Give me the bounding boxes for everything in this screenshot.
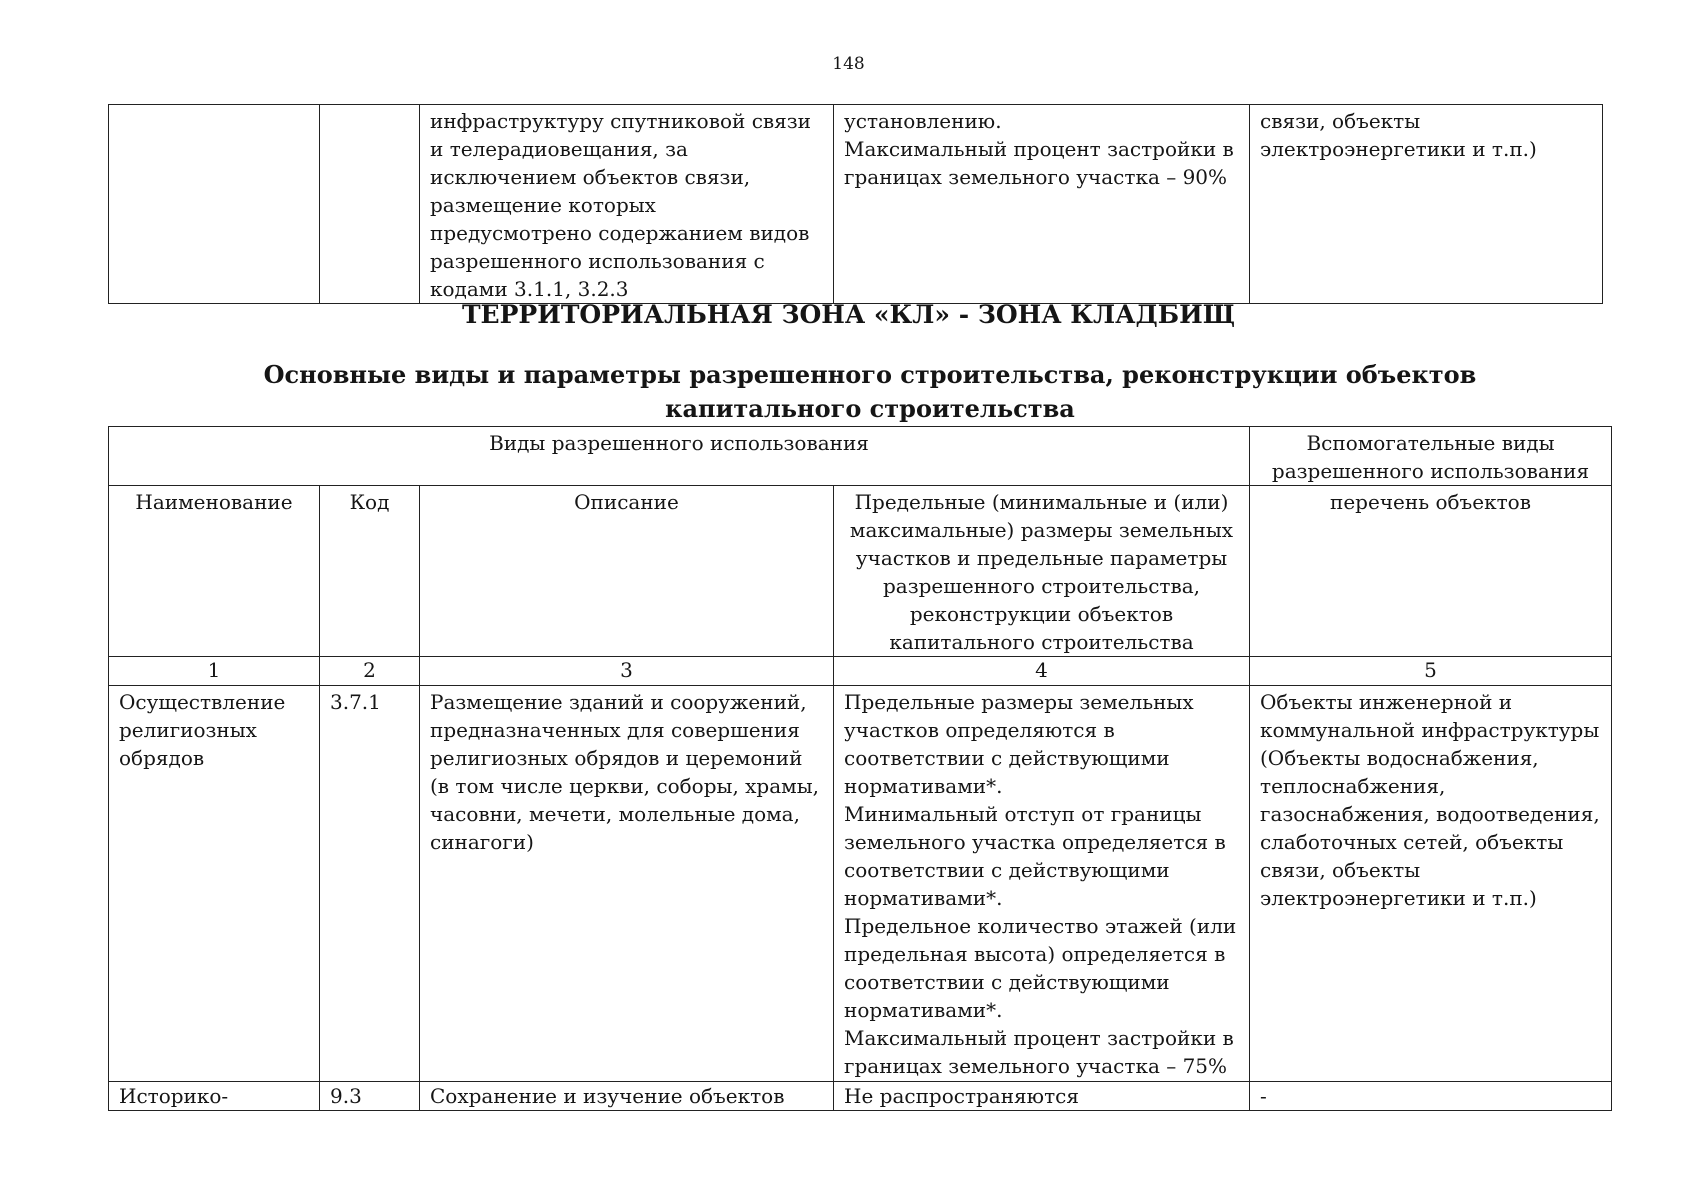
column-number: 1 xyxy=(109,657,320,686)
cell-description: инфраструктуру спутниковой связи и телерадиовещания, за исключением объектов связи, размещение которых предусмотрено содержанием видов разрешенного использования с кодами 3.1.1, 3.2.3 xyxy=(420,105,834,304)
main-table xyxy=(108,426,1612,1111)
cell-name xyxy=(109,105,320,304)
row-limits: Предельные размеры земельных участков определяются в соответствии с действующими нормативами*. Минимальный отступ от границы земельного участка определяется в соответствии с действующими нормативами*. Предельное количество этажей (или предельная высота) определяется в соответствии с действующими нормативами*. Максимальный процент застройки в границах земельного участка – 75% xyxy=(834,686,1250,1082)
column-header-code: Код xyxy=(320,486,420,657)
table-row xyxy=(109,105,1603,304)
column-header-objects: перечень объектов xyxy=(1250,486,1612,657)
row-objects: Объекты инженерной и коммунальной инфраструктуры (Объекты водоснабжения, теплоснабжения, газоснабжения, водоотведения, слаботочных сетей, объекты связи, объекты электроэнергетики и т.п.) xyxy=(1250,686,1612,1082)
column-header-row xyxy=(109,486,1612,657)
row-code: 9.3 xyxy=(320,1082,420,1111)
column-header-description: Описание xyxy=(420,486,834,657)
zone-title: ТЕРРИТОРИАЛЬНАЯ ЗОНА «КЛ» - ЗОНА КЛАДБИЩ xyxy=(461,300,1236,329)
page-number: 148 xyxy=(832,54,865,74)
group-header-row xyxy=(109,427,1612,486)
row-description: Размещение зданий и сооружений, предназначенных для совершения религиозных обрядов и церемоний (в том числе церкви, соборы, храмы, часовни, мечети, молельные дома, синагоги) xyxy=(420,686,834,1082)
table-row xyxy=(109,1082,1612,1111)
row-name: Историко- xyxy=(109,1082,320,1111)
row-objects: - xyxy=(1250,1082,1612,1111)
column-header-limits: Предельные (минимальные и (или) максимальные) размеры земельных участков и предельные параметры разрешенного строительства, реконструкции объектов капитального строительства xyxy=(834,486,1250,657)
cell-code xyxy=(320,105,420,304)
cell-auxiliary: связи, объекты электроэнергетики и т.п.) xyxy=(1250,105,1603,304)
row-code: 3.7.1 xyxy=(320,686,420,1082)
cell-parameters: установлению. Максимальный процент застройки в границах земельного участка – 90% xyxy=(834,105,1250,304)
column-number: 2 xyxy=(320,657,420,686)
column-number-row xyxy=(109,657,1612,686)
column-header-name: Наименование xyxy=(109,486,320,657)
row-name: Осуществление религиозных обрядов xyxy=(109,686,320,1082)
row-description: Сохранение и изучение объектов xyxy=(420,1082,834,1111)
group-header-aux: Вспомогательные виды разрешенного использования xyxy=(1250,427,1612,486)
group-header-main: Виды разрешенного использования xyxy=(109,427,1250,486)
table-row xyxy=(109,686,1612,1082)
continuation-table xyxy=(108,104,1603,304)
column-number: 5 xyxy=(1250,657,1612,686)
column-number: 3 xyxy=(420,657,834,686)
row-limits: Не распространяются xyxy=(834,1082,1250,1111)
column-number: 4 xyxy=(834,657,1250,686)
section-subtitle: Основные виды и параметры разрешенного строительства, реконструкции объектов капитального строительства xyxy=(263,360,1477,423)
